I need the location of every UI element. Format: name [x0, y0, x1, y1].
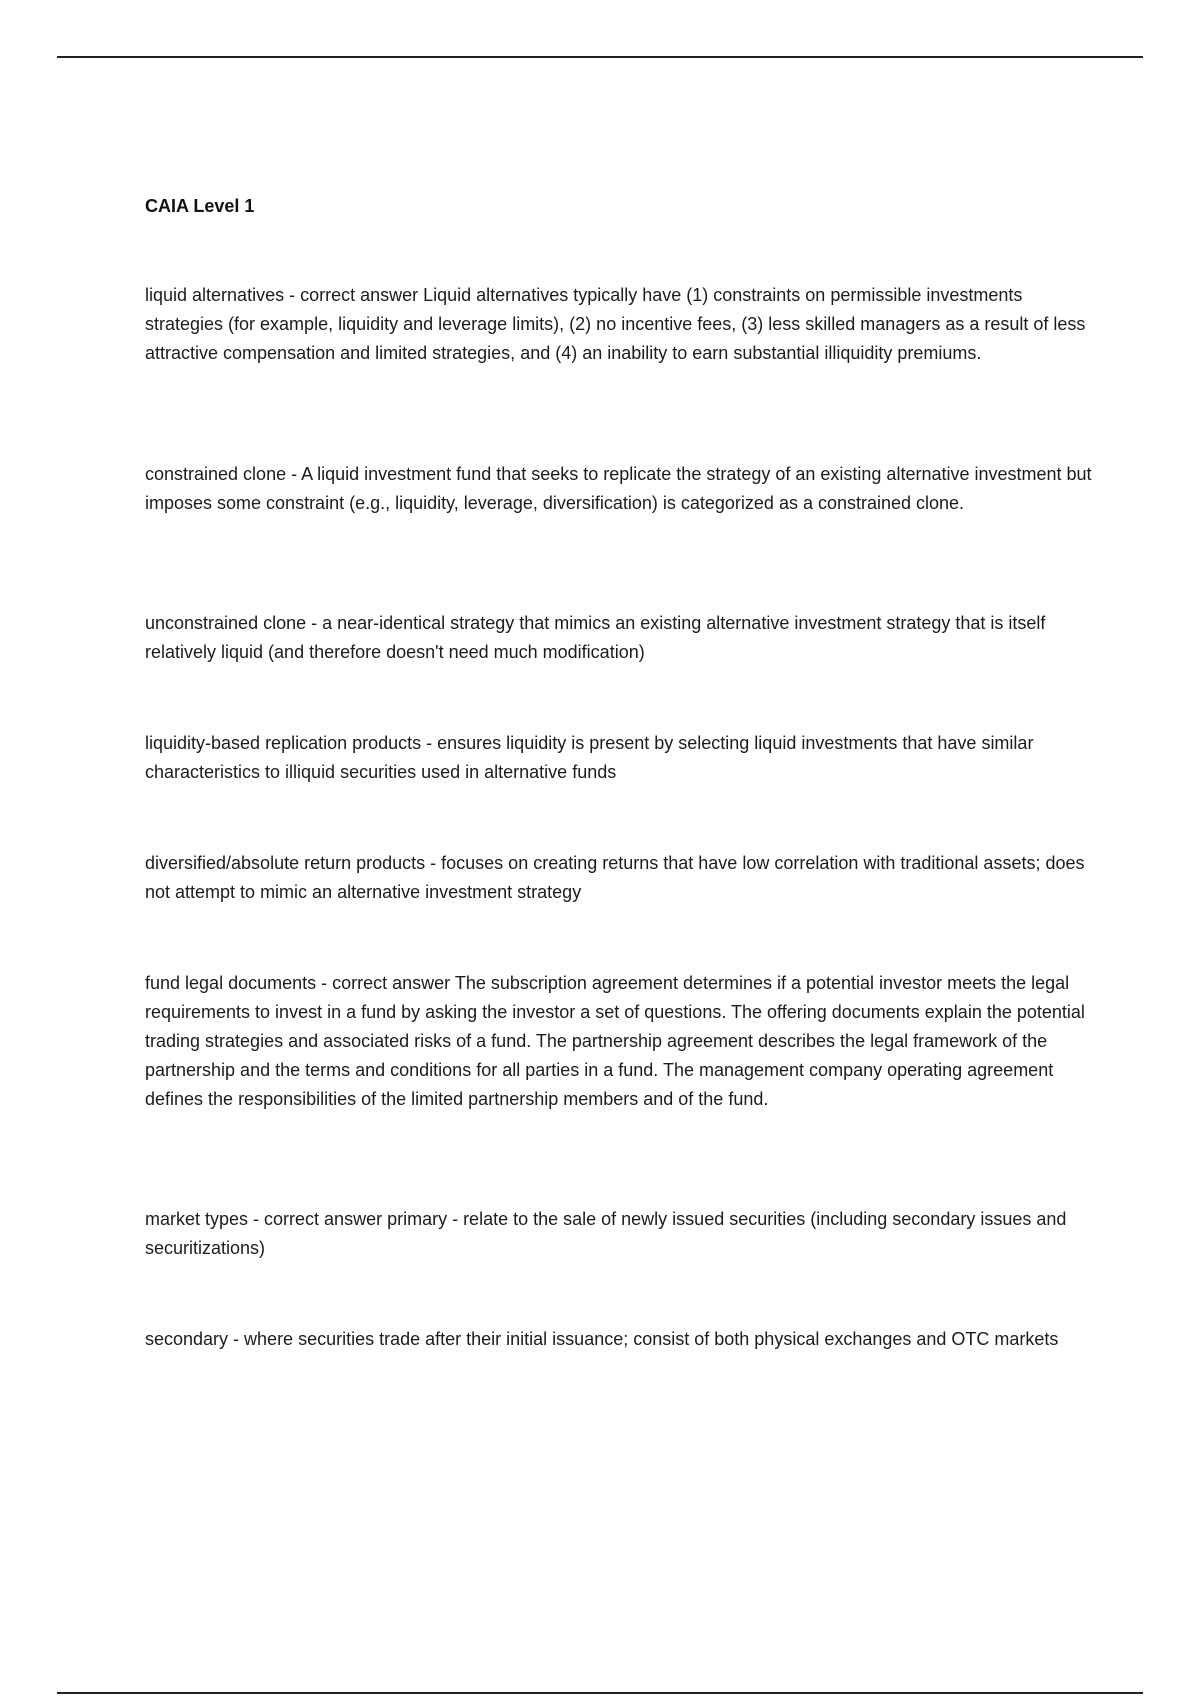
- entry-fund-legal-documents: fund legal documents - correct answer The subscription agreement determines if a potential investor meets the legal requirements to invest in a fund by asking the investor a set of questions. The offering documents explain the potential trading strategies and associated risks of a fund. The partnership agreement describes the legal framework of the partnership and the terms and conditions for all parties in a fund. The management company operating agreement defines the responsibilities of the limited partnership members and of the fund.: [145, 973, 1085, 1109]
- top-divider: [57, 56, 1143, 58]
- document-title: CAIA Level 1: [145, 196, 255, 216]
- bottom-divider: [57, 1692, 1143, 1694]
- entry-secondary-market: secondary - where securities trade after their initial issuance; consist of both physical exchanges and OTC markets: [145, 1329, 1059, 1349]
- entry-unconstrained-clone: unconstrained clone - a near-identical strategy that mimics an existing alternative investment strategy that is itself relatively liquid (and therefore doesn't need much modification): [145, 613, 1046, 662]
- entry-market-types: market types - correct answer primary - relate to the sale of newly issued securities (including secondary issues and securitizations): [145, 1209, 1067, 1258]
- entry-liquid-alternatives: liquid alternatives - correct answer Liquid alternatives typically have (1) constraints on permissible investments strategies (for example, liquidity and leverage limits), (2) no incentive fees, (3) less skilled managers as a result of less attractive compensation and limited strategies, and (4) an inability to earn substantial illiquidity premiums.: [145, 285, 1086, 363]
- entry-diversified-absolute-return: diversified/absolute return products - focuses on creating returns that have low correlation with traditional assets; does not attempt to mimic an alternative investment strategy: [145, 853, 1085, 902]
- entry-constrained-clone: constrained clone - A liquid investment fund that seeks to replicate the strategy of an existing alternative investment but imposes some constraint (e.g., liquidity, leverage, diversification) is categorized as a constrained clone.: [145, 464, 1092, 513]
- entry-liquidity-based-replication: liquidity-based replication products - ensures liquidity is present by selecting liquid investments that have similar characteristics to illiquid securities used in alternative funds: [145, 733, 1034, 782]
